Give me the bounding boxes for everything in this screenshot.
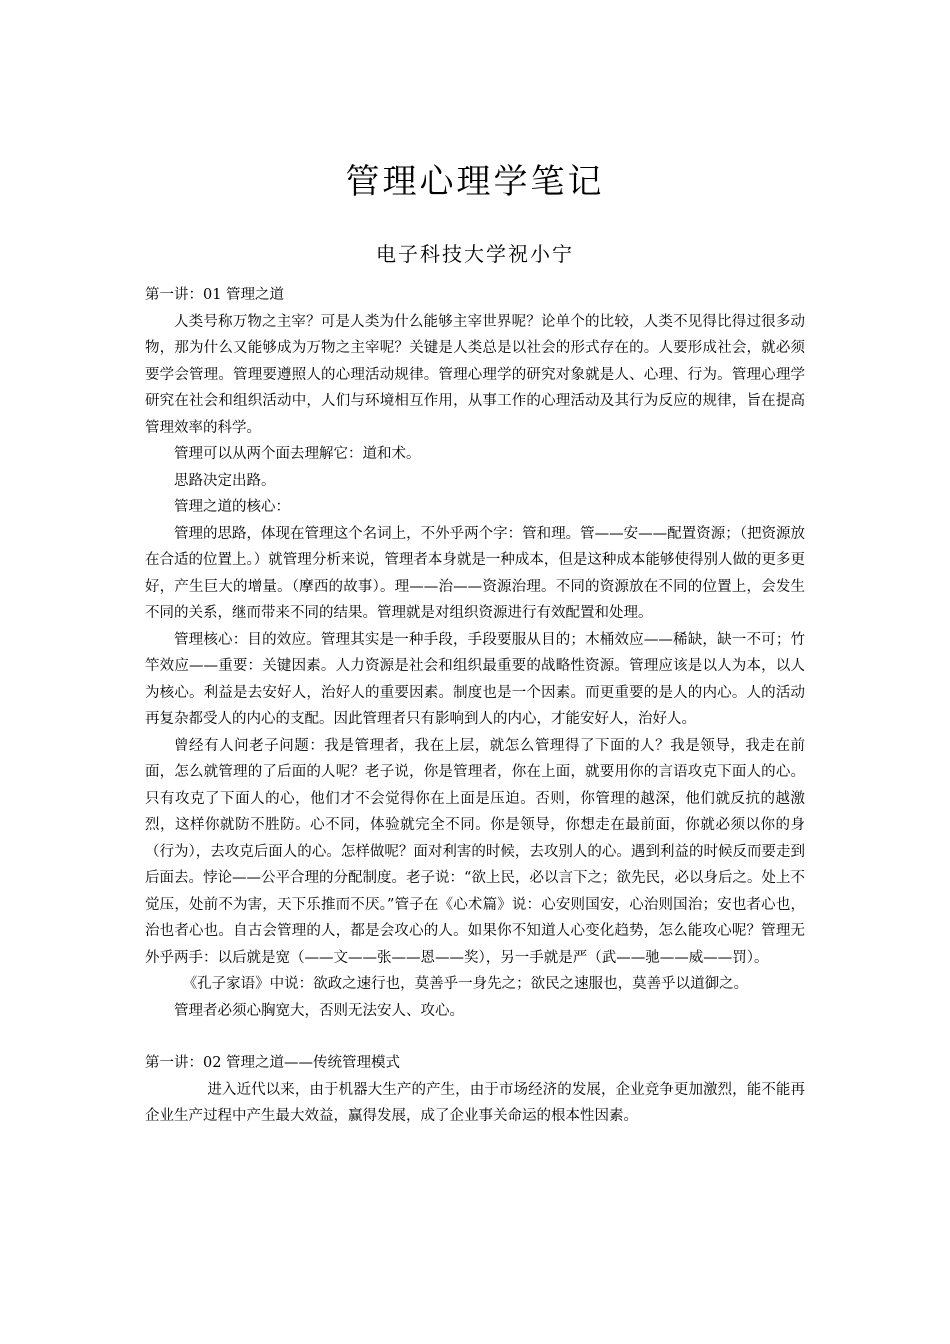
section-lecture-01 [145,282,805,1024]
paragraph: 人类号称万物之主宰？可是人类为什么能够主宰世界呢？论单个的比较，人类不见得比得过很多动物，那为什么又能够成为万物之主宰呢？关键是人类总是以社会的形式存在的。人要形成社会，就必须要学会管理。管理要遵照人的心理活动规律。管理心理学的研究对象就是人、心理、行为。管理心理学研究在社会和组织活动中，人们与环境相互作用，从事工作的心理活动及其行为反应的规律，旨在提高管理效率的科学。 [145,313,805,436]
paragraph: 曾经有人问老子问题：我是管理者，我在上层，就怎么管理得了下面的人？我是领导，我走在前面，怎么就管理的了后面的人呢？老子说，你是管理者，你在上面，就要用你的言语攻克下面人的心。只有攻克了下面人的心，他们才不会觉得你在上面是压迫。否则，你管理的越深，他们就反抗的越激烈，这样你就防不胜防。心不同，体验就完全不同。你是领导，你想走在最前面，你就必须以你的身（行为），去攻克后面人的心。怎样做呢？面对利害的时候，去攻别人的心。遇到利益的时候反而要走到后面去。悖论——公平合理的分配制度。老子说：“欲上民，必以言下之；欲先民，必以身后之。处上不觉压，处前不为害，天下乐推而不厌。”管子在《心术篇》说：心安则国安，心治则国治；安也者心也，治也者心也。自古会管理的人，都是会攻心的人。如果你不知道人心变化趋势，怎么能攻心呢？管理无外乎两手：以后就是宽（——文——张——恩——奖），另一手就是严（武——驰——威——罚）。 [145,737,805,966]
paragraph-quote: 《孔子家语》中说：欲政之速行也，莫善乎一身先之；欲民之速服也，莫善乎以道御之。 [182,976,749,992]
section-heading: 第一讲：01 管理之道 [145,287,285,303]
document-author: 电子科技大学祝小宁 [376,242,574,266]
paragraph: 进入近代以来，由于机器大生产的产生，由于市场经济的发展，企业竞争更加激烈，能不能再企业生产过程中产生最大效益，赢得发展，成了企业事关命运的根本性因素。 [145,1081,805,1124]
section-heading: 第一讲：02 管理之道——传统管理模式 [145,1055,401,1071]
document-title: 管理心理学笔记 [345,162,605,202]
paragraph: 思路决定出路。 [174,472,276,489]
paragraph: 管理者必须心胸宽大，否则无法安人、攻心。 [174,1002,464,1019]
paragraph: 管理之道的核心： [174,499,290,515]
paragraph: 管理核心：目的效应。管理其实是一种手段，手段要服从目的；木桶效应——稀缺，缺一不可；竹竿效应——重要：关键因素。人力资源是社会和组织最重要的战略性资源。管理应该是以人为本，以人为核心。利益是去安好人，治好人的重要因素。制度也是一个因素。而更重要的是人的内心。人的活动再复杂都受人的内心的支配。因此管理者只有影响到人的内心，才能安好人，治好人。 [145,631,805,727]
section-lecture-02 [145,1050,805,1130]
paragraph: 管理的思路，体现在管理这个名词上，不外乎两个字：管和理。管——安——配置资源；（把资源放在合适的位置上。）就管理分析来说，管理者本身就是一种成本，但是这种成本能够使得别人做的更多更好，产生巨大的增量。（摩西的故事）。理——治——资源治理。不同的资源放在不同的位置上，会发生不同的关系，继而带来不同的结果。管理就是对组织资源进行有效配置和处理。 [145,525,805,621]
paragraph: 管理可以从两个面去理解它：道和术。 [174,446,421,462]
